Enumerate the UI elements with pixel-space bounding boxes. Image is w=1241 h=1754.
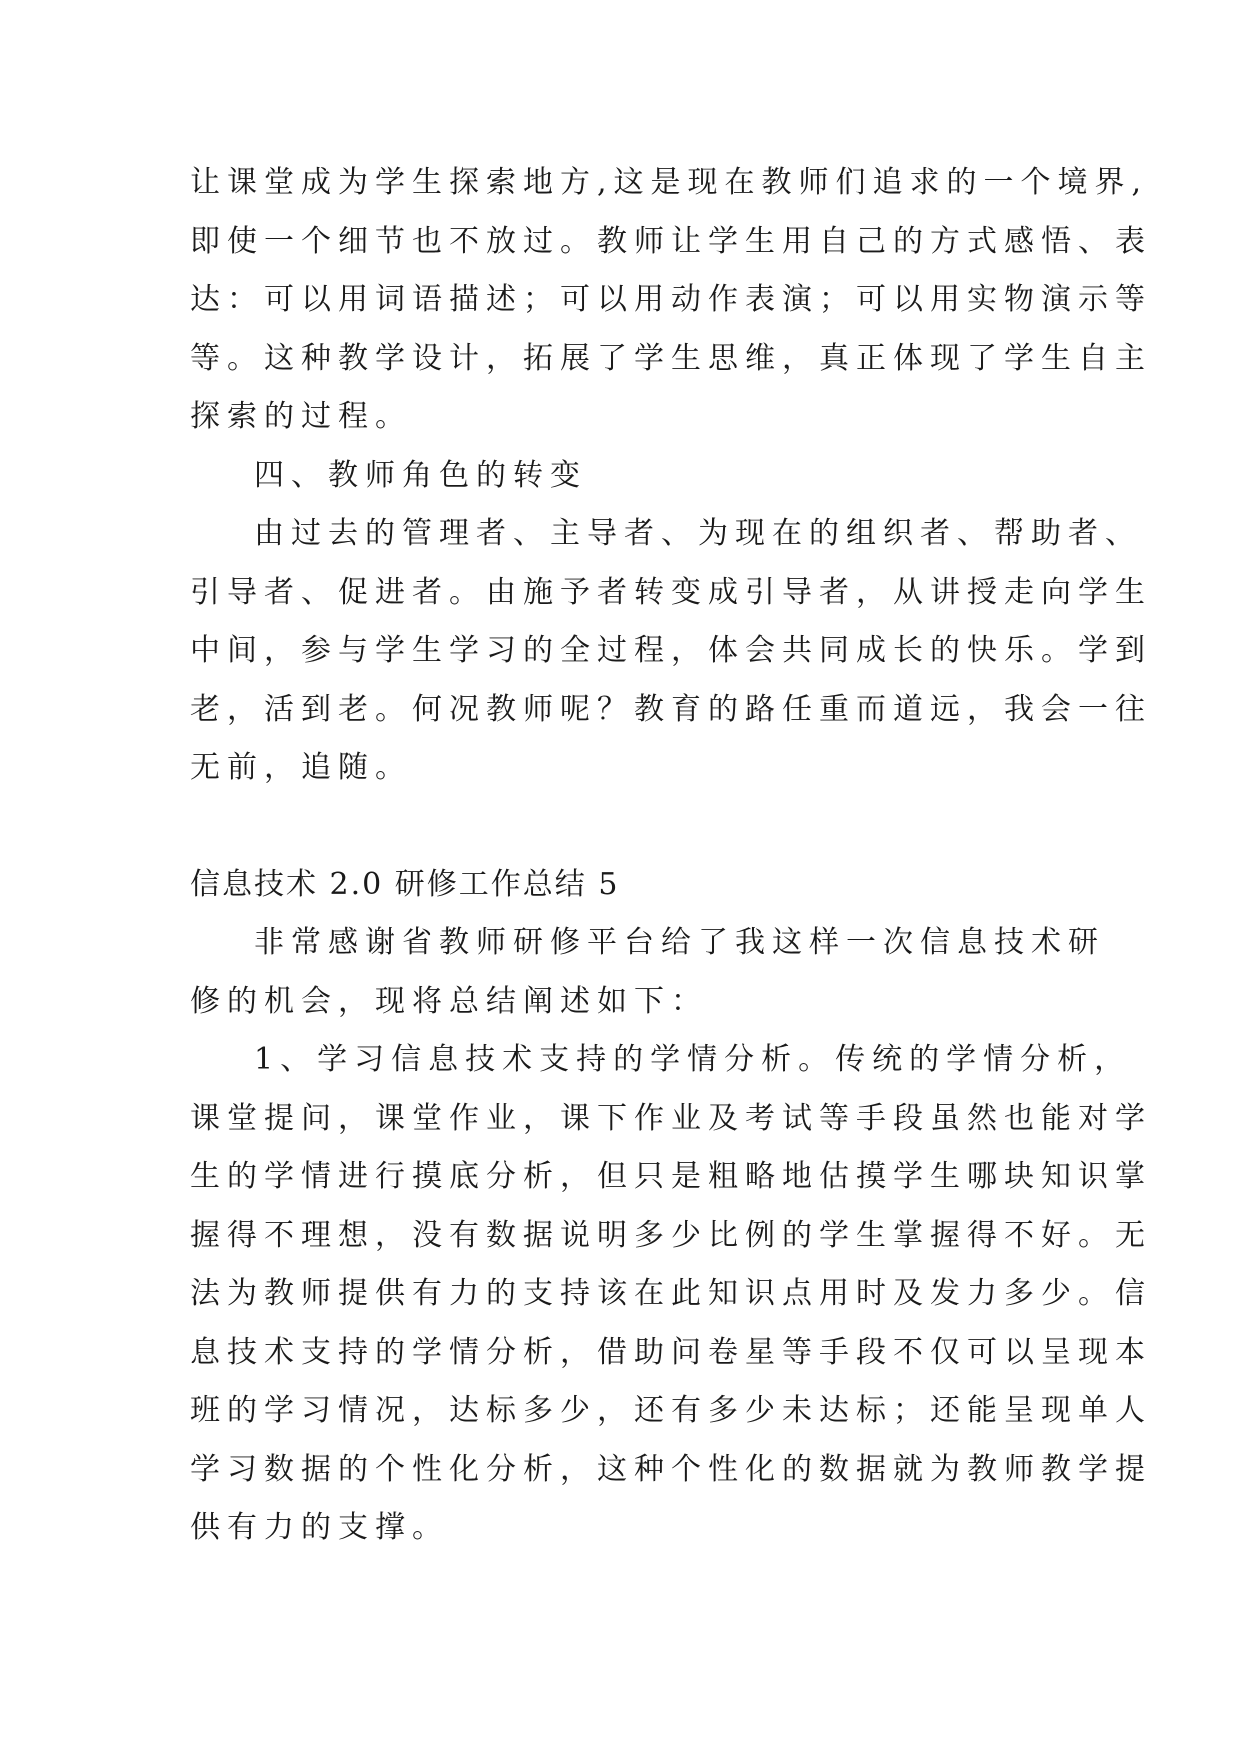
document-title: 信息技术 2.0 研修工作总结 5 [190,866,620,902]
text-line: 由过去的管理者、主导者、为现在的组织者、帮助者、 [254,516,1142,551]
document-body [190,154,1152,1558]
text-line: 等。这种教学设计，拓展了学生思维，真正体现了学生自主 [190,340,1152,376]
text-line: 让课堂成为学生探索地方,这是现在教师们追求的一个境界, [190,165,1149,200]
text-line: 修的机会，现将总结阐述如下： [190,983,708,1019]
text-line: 1、学习信息技术支持的学情分析。传统的学情分析， [254,1042,1132,1077]
text-line: 握得不理想，没有数据说明多少比例的学生掌握得不好。无 [190,1217,1152,1253]
text-line: 中间，参与学生学习的全过程，体会共同成长的快乐。学到 [190,633,1152,668]
text-line: 无前，追随。 [190,750,412,785]
text-line: 老，活到老。何况教师呢？教育的路任重而道远，我会一往 [190,691,1152,727]
section-heading: 四、教师角色的转变 [254,457,587,493]
text-line: 即使一个细节也不放过。教师让学生用自己的方式感悟、表 [190,223,1152,259]
section-spacer [190,798,1050,856]
text-line: 引导者、促进者。由施予者转变成引导者，从讲授走向学生 [190,574,1152,610]
text-line: 课堂提问，课堂作业，课下作业及考试等手段虽然也能对学 [190,1100,1152,1136]
text-line: 非常感谢省教师研修平台给了我这样一次信息技术研 [254,925,1105,960]
text-line: 达：可以用词语描述；可以用动作表演；可以用实物演示等 [190,282,1152,317]
text-line: 学习数据的个性化分析，这种个性化的数据就为教师教学提 [190,1451,1152,1487]
text-line: 法为教师提供有力的支持该在此知识点用时及发力多少。信 [190,1276,1152,1311]
text-line: 班的学习情况，达标多少，还有多少未达标；还能呈现单人 [190,1393,1152,1428]
text-line: 供有力的支撑。 [190,1510,449,1545]
text-line: 生的学情进行摸底分析，但只是粗略地估摸学生哪块知识掌 [190,1159,1152,1194]
text-line: 息技术支持的学情分析，借助问卷星等手段不仅可以呈现本 [190,1334,1152,1370]
text-line: 探索的过程。 [190,399,412,434]
